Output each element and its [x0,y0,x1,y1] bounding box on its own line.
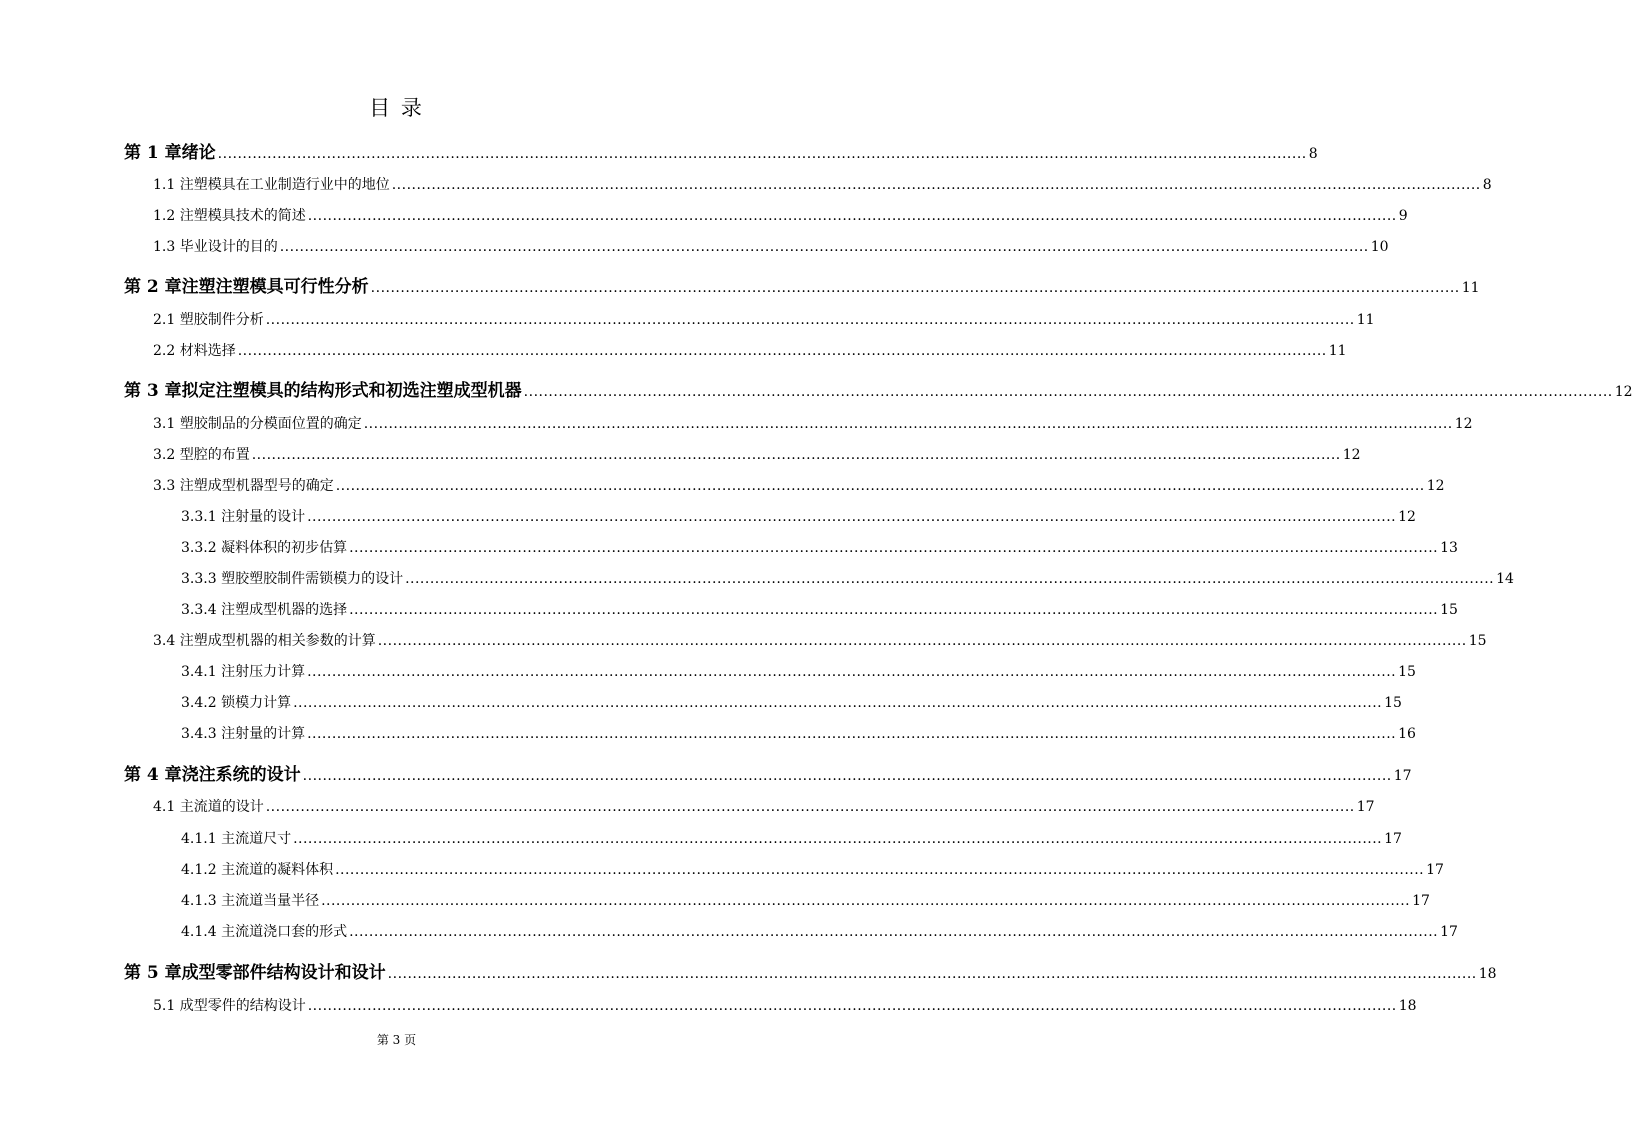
toc-entry-title: 3.4.3 注射量的计算 [181,726,306,742]
toc-page-number: 14 [1496,571,1514,587]
toc-entry-title: 5.1 成型零件的结构设计 [153,998,306,1014]
toc-page-number: 13 [1440,540,1458,556]
toc-page-number: 11 [1356,312,1375,328]
toc-leader-dots: ............................................................................................................................................................................................................................ [265,799,1355,815]
toc-entry[interactable] [181,828,1402,848]
toc-leader-dots: ............................................................................................................................................................................................................................ [370,280,1460,296]
toc-page-number: 17 [1426,862,1444,878]
toc-entry[interactable] [153,444,1361,464]
toc-entry[interactable] [181,661,1416,681]
toc-chapter[interactable] [124,138,1318,163]
toc-page-number: 17 [1356,799,1375,815]
toc-leader-dots: ............................................................................................................................................................................................................................ [293,695,1383,711]
toc-entry-title: 4.1.4 主流道浇口套的形式 [181,924,348,940]
toc-leader-dots: ............................................................................................................................................................................................................................ [349,540,1439,556]
toc-entry[interactable] [181,890,1430,910]
toc-page-number: 11 [1328,343,1347,359]
toc-entry[interactable] [153,475,1445,495]
toc-page-number: 10 [1370,239,1389,255]
toc-leader-dots: ............................................................................................................................................................................................................................ [251,447,1341,463]
toc-leader-dots: ............................................................................................................................................................................................................................ [335,478,1425,494]
toc-leader-dots: ............................................................................................................................................................................................................................ [279,239,1369,255]
toc-leader-dots: ............................................................................................................................................................................................................................ [335,862,1425,878]
toc-leader-dots: ............................................................................................................................................................................................................................ [405,571,1495,587]
toc-entry-title: 3.4.1 注射压力计算 [181,664,306,680]
toc-entry[interactable] [181,506,1416,526]
toc-entry[interactable] [153,630,1487,650]
toc-entry[interactable] [181,692,1402,712]
toc-entry[interactable] [153,796,1375,816]
toc-page-number: 17 [1384,831,1402,847]
toc-leader-dots: ............................................................................................................................................................................................................................ [321,893,1411,909]
toc-entry-title: 4.1 主流道的设计 [153,799,264,815]
toc-entry-title: 3.2 型腔的布置 [153,447,250,463]
toc-entry[interactable] [181,568,1514,588]
toc-leader-dots: ............................................................................................................................................................................................................................ [237,343,1327,359]
toc-leader-dots: ............................................................................................................................................................................................................................ [307,208,1397,224]
toc-leader-dots: ............................................................................................................................................................................................................................ [307,726,1397,742]
toc-entry[interactable] [153,995,1417,1015]
toc-page-number: 11 [1461,280,1480,296]
toc-page-number: 17 [1393,768,1412,784]
toc-entry-title: 3.3.4 注塑成型机器的选择 [181,602,348,618]
toc-page-number: 12 [1426,478,1445,494]
page-title: 目 录 [369,96,424,120]
toc-entry[interactable] [153,205,1408,225]
page-footer: 第 3 页 [376,1033,417,1047]
toc-leader-dots: ............................................................................................................................................................................................................................ [387,966,1477,982]
toc-chapter[interactable] [124,376,1633,401]
toc-page-number: 15 [1468,633,1487,649]
toc-entry[interactable] [153,340,1347,360]
toc-page-number: 15 [1440,602,1458,618]
toc-leader-dots: ............................................................................................................................................................................................................................ [349,602,1439,618]
toc-entry-title: 4.1.2 主流道的凝料体积 [181,862,334,878]
toc-entry-title: 3.3.2 凝料体积的初步估算 [181,540,348,556]
toc-page-number: 17 [1440,924,1458,940]
toc-page-number: 16 [1398,726,1416,742]
toc-entry-title: 3.1 塑胶制品的分模面位置的确定 [153,416,362,432]
toc-entry[interactable] [181,723,1416,743]
toc-page-number: 17 [1412,893,1430,909]
toc-entry-title: 1.1 注塑模具在工业制造行业中的地位 [153,177,390,193]
toc-entry[interactable] [153,236,1389,256]
toc-page-number: 12 [1398,509,1416,525]
toc-page-number: 12 [1454,416,1473,432]
toc-leader-dots: ............................................................................................................................................................................................................................ [349,924,1439,940]
toc-page-number: 9 [1398,208,1408,224]
toc-leader-dots: ............................................................................................................................................................................................................................ [523,384,1613,400]
toc-leader-dots: ............................................................................................................................................................................................................................ [307,509,1397,525]
toc-entry-title: 2.1 塑胶制件分析 [153,312,264,328]
toc-entry-title: 3.3 注塑成型机器型号的确定 [153,478,334,494]
toc-entry-title: 第 1 章绪论 [124,143,216,163]
toc-entry[interactable] [181,859,1444,879]
toc-entry-title: 3.4 注塑成型机器的相关参数的计算 [153,633,376,649]
toc-entry[interactable] [181,599,1458,619]
toc-leader-dots: ............................................................................................................................................................................................................................ [265,312,1355,328]
toc-entry-title: 第 4 章浇注系统的设计 [124,765,301,785]
toc-entry-title: 4.1.3 主流道当量半径 [181,893,320,909]
toc-entry-title: 2.2 材料选择 [153,343,236,359]
toc-entry[interactable] [153,309,1375,329]
toc-page-number: 15 [1398,664,1416,680]
toc-page-number: 12 [1342,447,1361,463]
toc-leader-dots: ............................................................................................................................................................................................................................ [217,146,1307,162]
toc-page-number: 18 [1398,998,1417,1014]
toc-chapter[interactable] [124,958,1497,983]
toc-entry-title: 第 3 章拟定注塑模具的结构形式和初选注塑成型机器 [124,381,522,401]
toc-chapter[interactable] [124,760,1412,785]
toc-entry[interactable] [153,413,1473,433]
toc-page-number: 18 [1478,966,1497,982]
toc-leader-dots: ............................................................................................................................................................................................................................ [363,416,1453,432]
toc-page-number: 8 [1308,146,1318,162]
toc-entry-title: 第 5 章成型零部件结构设计和设计 [124,963,386,983]
toc-leader-dots: ............................................................................................................................................................................................................................ [391,177,1481,193]
toc-leader-dots: ............................................................................................................................................................................................................................ [377,633,1467,649]
toc-chapter[interactable] [124,272,1480,297]
toc-entry-title: 1.2 注塑模具技术的简述 [153,208,306,224]
toc-entry-title: 3.3.3 塑胶塑胶制件需锁模力的设计 [181,571,404,587]
toc-page-number: 8 [1482,177,1492,193]
toc-leader-dots: ............................................................................................................................................................................................................................ [302,768,1392,784]
toc-leader-dots: ............................................................................................................................................................................................................................ [307,998,1397,1014]
toc-entry-title: 3.4.2 锁模力计算 [181,695,292,711]
toc-entry-title: 4.1.1 主流道尺寸 [181,831,292,847]
toc-entry[interactable] [181,537,1458,557]
toc-entry-title: 1.3 毕业设计的目的 [153,239,278,255]
toc-leader-dots: ............................................................................................................................................................................................................................ [307,664,1397,680]
toc-entry-title: 3.3.1 注射量的设计 [181,509,306,525]
toc-entry[interactable] [181,921,1458,941]
toc-entry[interactable] [153,174,1492,194]
toc-entry-title: 第 2 章注塑注塑模具可行性分析 [124,277,369,297]
toc-page-number: 12 [1614,384,1633,400]
toc-page-number: 15 [1384,695,1402,711]
toc-leader-dots: ............................................................................................................................................................................................................................ [293,831,1383,847]
